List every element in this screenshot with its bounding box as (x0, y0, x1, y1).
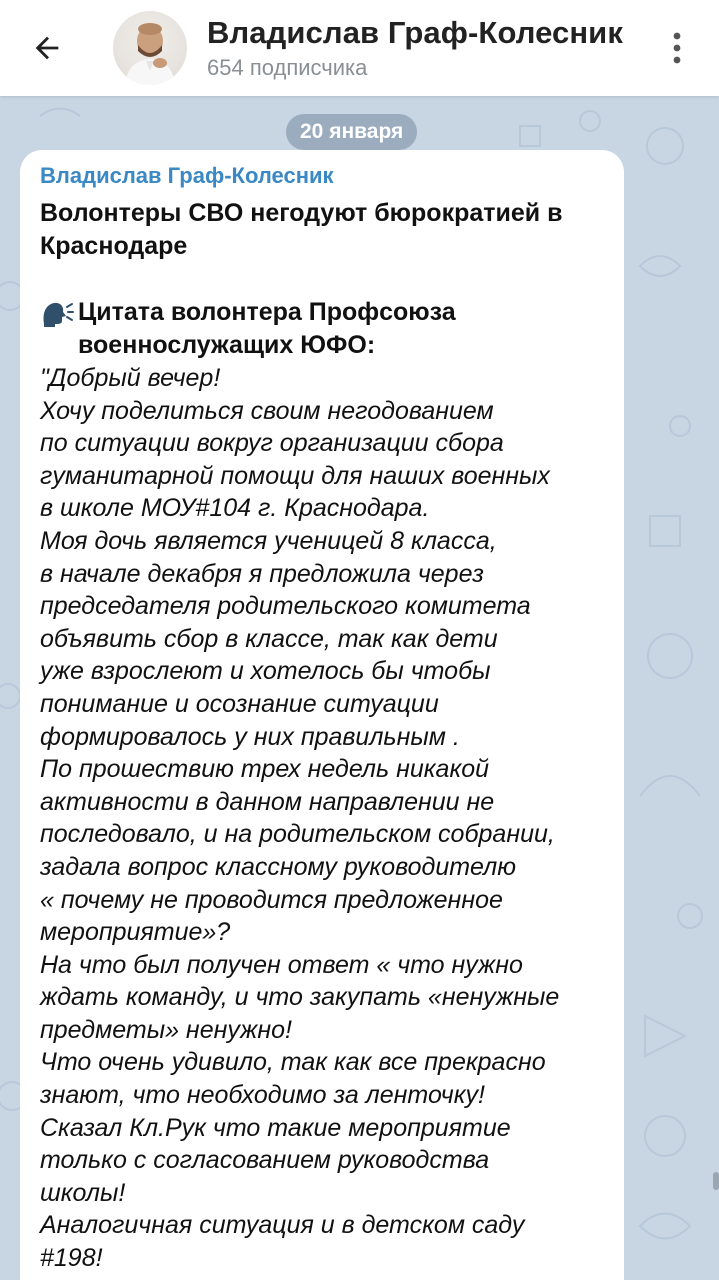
more-vertical-icon (671, 31, 683, 65)
message-bubble[interactable] (20, 150, 624, 1280)
arrow-left-icon (30, 31, 64, 65)
quote-heading (40, 296, 604, 362)
channel-title: Владислав Граф-Колесник (207, 15, 623, 50)
speaking-head-icon (40, 298, 74, 328)
message-title: Волонтеры СВО негодуют бюрократией в Краснодаре (40, 199, 563, 260)
subscriber-count: 654 подписчика (207, 55, 368, 80)
message-author[interactable]: Владислав Граф-Колесник (40, 163, 334, 188)
date-separator: 20 января (286, 114, 417, 150)
chat-header (0, 0, 719, 96)
channel-avatar[interactable] (113, 11, 187, 85)
channel-titles[interactable] (207, 15, 623, 81)
avatar-portrait-image (113, 11, 187, 85)
scrollbar-thumb[interactable] (713, 1172, 719, 1190)
back-button[interactable] (17, 18, 77, 78)
quote-heading-text: Цитата волонтера Профсоюза военнослужащих ЮФО: (78, 298, 456, 359)
blank-line (40, 263, 604, 296)
more-options-button[interactable] (657, 24, 697, 72)
message-body: "Добрый вечер! Хочу поделиться своим негодованием по ситуации вокруг организации сбора гуманитарной помощи для наших военных в школе МОУ#104 г. Краснодара. Моя дочь является ученицей 8 класса, в начале декабря я предложила через председателя родительского комитета объявить сбор в классе, так как дети уже взрослеют и хотелось бы чтобы понимание и осознание ситуации формировалось у них правильным . По прошествию трех недель никакой активности в данном направлении не последовало, и на родительском собрании, задала вопрос классному руководителю « почему не проводится предложенное мероприятие»? На что был получен ответ « что нужно ждать команду, и что закупать «ненужные предметы» ненужно! Что очень удивило, так как все прекрасно знают, что необходимо за ленточку! Сказал Кл.Рук что такие мероприятие только с согласованием руководства школы! Аналогичная ситуация и в детском саду #198! (40, 364, 560, 1273)
chat-area[interactable] (0, 96, 719, 1280)
